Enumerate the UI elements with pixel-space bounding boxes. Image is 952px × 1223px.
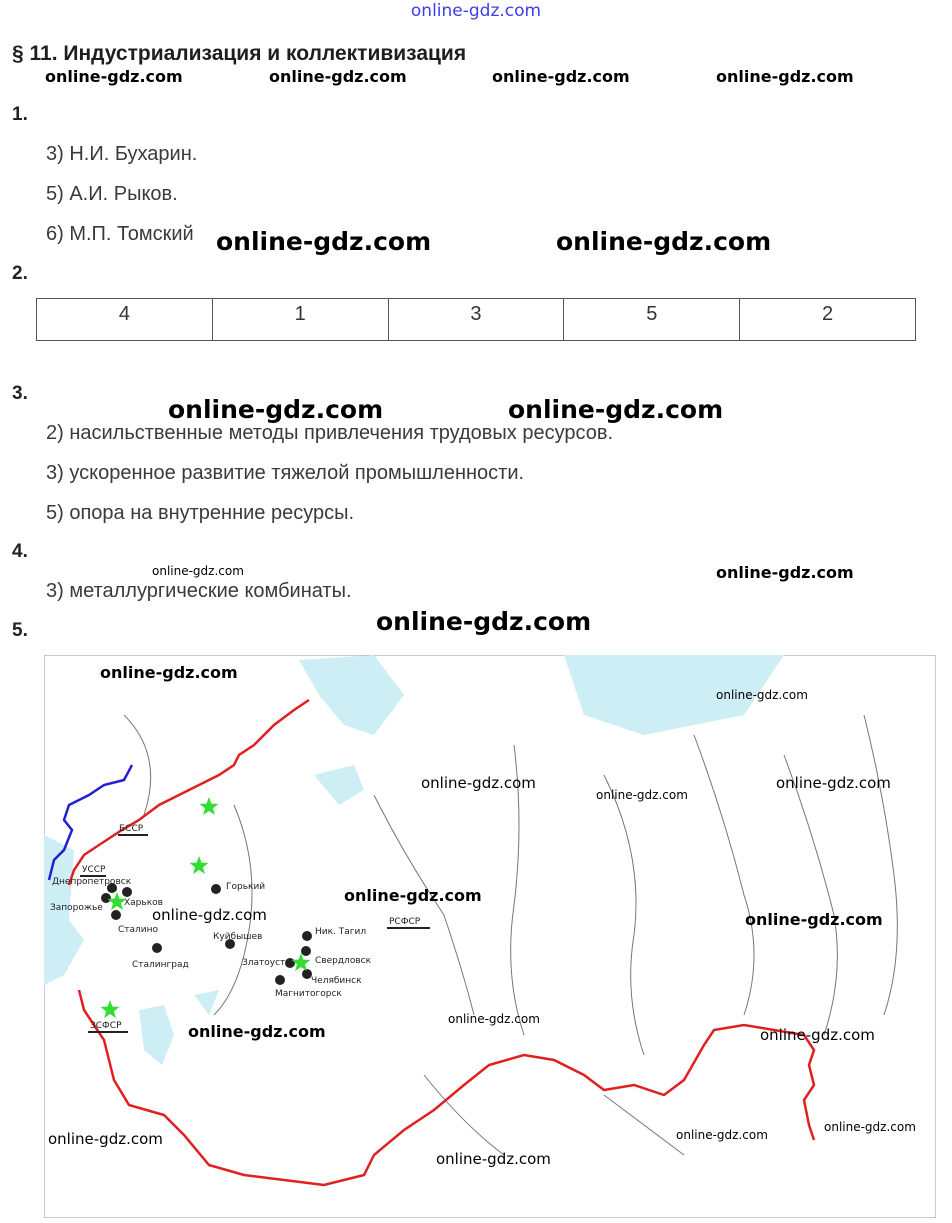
city-label: Запорожье <box>50 903 103 913</box>
watermark: online-gdz.com <box>188 1022 326 1041</box>
watermark: online-gdz.com <box>100 663 238 682</box>
answer-option: 5) А.И. Рыков. <box>46 183 178 205</box>
city-label: Сталино <box>118 925 159 935</box>
city-label: Днепропетровск <box>52 877 132 887</box>
answer-option: 2) насильственные методы привлечения трудовых ресурсов. <box>46 422 614 444</box>
watermark: online-gdz.com <box>745 910 883 929</box>
answer-option: 3) ускоренное развитие тяжелой промышленности. <box>46 462 525 484</box>
question-number-2: 2. <box>12 263 28 284</box>
sequence-cell: 4 <box>37 299 213 341</box>
city-label: Куйбышев <box>213 932 263 942</box>
watermark: online-gdz.com <box>448 1012 540 1026</box>
watermark: online-gdz.com <box>596 788 688 802</box>
question-number-4: 4. <box>12 541 28 562</box>
watermark: online-gdz.com <box>824 1120 916 1134</box>
watermark: online-gdz.com <box>45 67 183 86</box>
site-header-watermark: online-gdz.com <box>410 1 542 21</box>
watermark: online-gdz.com <box>508 395 724 424</box>
watermark: online-gdz.com <box>216 227 432 256</box>
region-label: УССР <box>82 865 106 875</box>
section-title: § 11. Индустриализация и коллективизация <box>12 42 467 65</box>
region-label: БССР <box>119 824 144 834</box>
watermark: online-gdz.com <box>716 67 854 86</box>
region-label: РСФСР <box>389 917 421 927</box>
watermark: online-gdz.com <box>716 688 808 702</box>
city-label: Сталинград <box>132 960 189 970</box>
question-number-3: 3. <box>12 383 28 404</box>
watermark: online-gdz.com <box>152 564 244 578</box>
city-label: Харьков <box>124 898 163 908</box>
city-label: Златоуст <box>242 958 286 968</box>
city-label: Свердловск <box>315 956 372 966</box>
city-label: Магнитогорск <box>275 989 342 999</box>
watermark: online-gdz.com <box>269 67 407 86</box>
watermark: online-gdz.com <box>376 607 592 636</box>
watermark: online-gdz.com <box>776 774 891 792</box>
sequence-cell: 2 <box>740 299 916 341</box>
answer-option: 5) опора на внутренние ресурсы. <box>46 502 355 524</box>
sequence-cell: 3 <box>388 299 564 341</box>
watermark: online-gdz.com <box>716 563 854 582</box>
sequence-cell: 1 <box>212 299 388 341</box>
sequence-cell: 5 <box>564 299 740 341</box>
watermark: online-gdz.com <box>556 227 772 256</box>
watermark: online-gdz.com <box>168 395 384 424</box>
watermark: online-gdz.com <box>48 1130 163 1148</box>
ussr-industrialization-map <box>44 655 936 1218</box>
answer-sequence-table <box>36 298 916 341</box>
watermark: online-gdz.com <box>492 67 630 86</box>
watermark: online-gdz.com <box>421 774 536 792</box>
answer-option: 3) металлургические комбинаты. <box>46 580 352 602</box>
answer-option: 6) М.П. Томский <box>46 223 194 245</box>
watermark: online-gdz.com <box>152 906 267 924</box>
question-number-1: 1. <box>12 104 28 125</box>
city-label: Челябинск <box>311 976 362 986</box>
city-label: Горький <box>226 882 266 892</box>
answer-option: 3) Н.И. Бухарин. <box>46 143 198 165</box>
region-label: ЗСФСР <box>90 1021 122 1031</box>
watermark: online-gdz.com <box>760 1026 875 1044</box>
question-number-5: 5. <box>12 620 28 641</box>
watermark: online-gdz.com <box>436 1150 551 1168</box>
watermark: online-gdz.com <box>344 886 482 905</box>
city-label: Ник. Тагил <box>315 927 367 937</box>
watermark: online-gdz.com <box>676 1128 768 1142</box>
